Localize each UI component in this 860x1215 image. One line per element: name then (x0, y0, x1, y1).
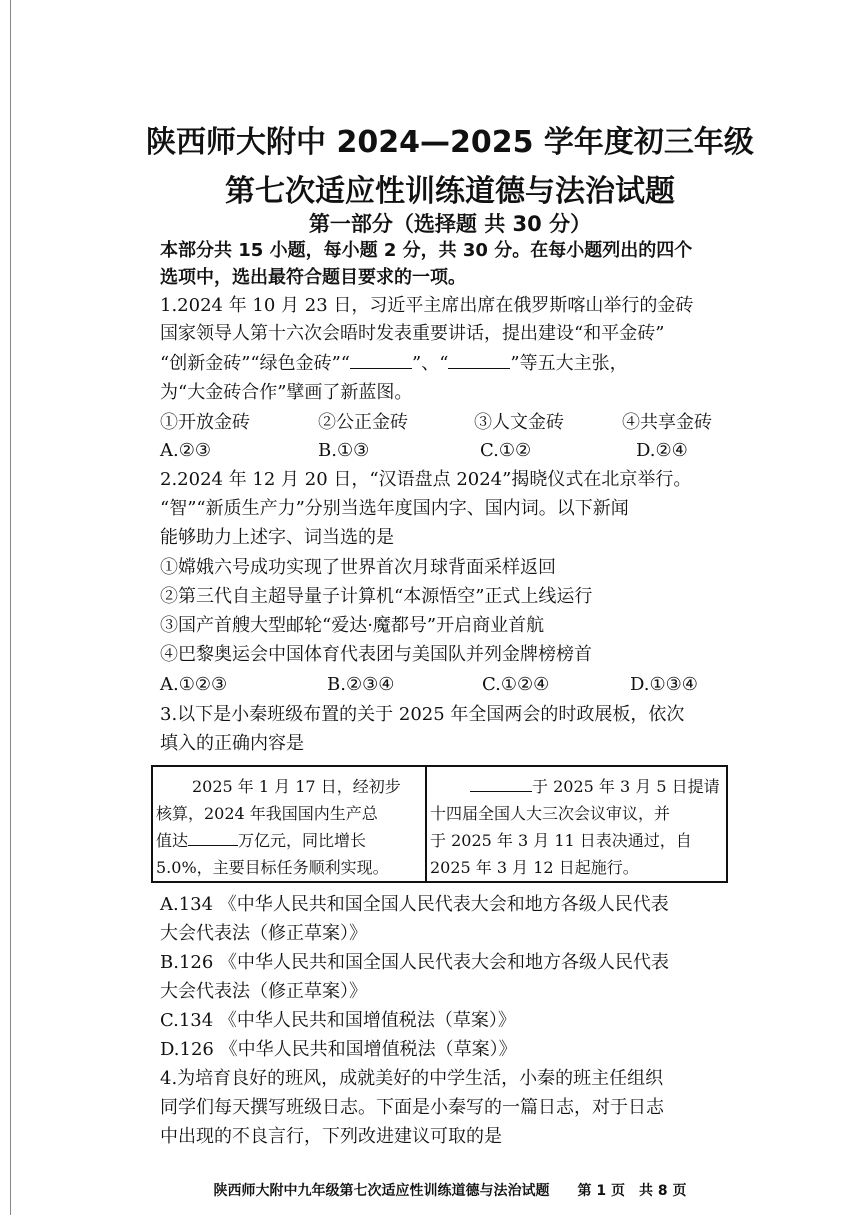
q1-choices (160, 439, 730, 463)
q2-choices (160, 673, 730, 697)
news-board-left-cell (153, 767, 427, 881)
q2-choice: B.②③④ (327, 674, 395, 695)
q4-stem-line: 4.为培育良好的班风，成就美好的中学生活，小秦的班主任组织 (160, 1068, 664, 1089)
gdp-blank (188, 829, 238, 846)
board-text: 2025 年 3 月 12 日起施行。 (430, 858, 639, 877)
q1-choice: C.①② (480, 440, 532, 461)
q1-choice: D.②④ (636, 440, 688, 461)
news-board-right-cell (427, 767, 726, 881)
q4-stem-line: 中出现的不良言行，下列改进建议可取的是 (160, 1126, 502, 1147)
exam-title-line2: 第七次适应性训练道德与法治试题 (225, 174, 675, 209)
q1-stem-text: ”等五大主张， (510, 353, 628, 374)
board-text (156, 827, 422, 854)
page-footer: 陕西师大附中九年级第七次适应性训练道德与法治试题 第 1 页 共 8 页 (213, 1183, 687, 1199)
board-text: 于 2025 年 3 月 11 日表决通过，自 (430, 831, 692, 850)
q3-option-line: C.134 《中华人民共和国增值税法（草案）》 (160, 1010, 516, 1031)
q3-option-line: D.126 《中华人民共和国增值税法（草案）》 (160, 1039, 517, 1060)
q1-stem-line: 1.2024 年 10 月 23 日，习近平主席出席在俄罗斯喀山举行的金砖 (160, 295, 694, 316)
board-text: 核算，2024 年我国国内生产总 (156, 804, 378, 823)
board-text-part: 万亿元，同比增长 (238, 831, 367, 850)
q2-choice: A.①②③ (160, 674, 228, 695)
board-text: 十四届全国人大三次会议审议，并 (430, 804, 671, 823)
q3-stem-line: 3.以下是小秦班级布置的关于 2025 年全国两会的时政展板，依次 (160, 704, 685, 725)
q4-stem-line: 同学们每天撰写班级日志。下面是小秦写的一篇日志，对于日志 (160, 1097, 664, 1118)
q3-stem-line: 填入的正确内容是 (160, 733, 304, 754)
q1-item: ③人文金砖 (474, 412, 564, 433)
q1-stem-line: 国家领导人第十六次会晤时发表重要讲话，提出建设“和平金砖” (160, 323, 665, 344)
q1-stem-text: “创新金砖”“绿色金砖”“ (160, 353, 351, 374)
instructions-line: 选项中，选出最符合题目要求的一项。 (160, 267, 466, 288)
q2-item: ③国产首艘大型邮轮“爱达·魔都号”开启商业首航 (160, 615, 545, 636)
q1-items (160, 411, 730, 435)
q1-stem-text: ”、“ (412, 353, 449, 374)
instructions-line: 本部分共 15 小题，每小题 2 分，共 30 分。在每小题列出的四个 (160, 240, 693, 261)
q3-option-line: A.134 《中华人民共和国全国人民代表大会和地方各级人民代表 (160, 894, 669, 915)
q1-stem-line: 为“大金砖合作”擘画了新蓝图。 (160, 382, 413, 403)
exam-title-line1: 陕西师大附中 2024—2025 学年度初三年级 (146, 125, 754, 160)
board-text-part: 值达 (156, 831, 189, 850)
board-text: 5.0%，主要目标任务顺利实现。 (156, 858, 389, 877)
q1-stem-line (160, 352, 628, 376)
q1-choice: A.②③ (160, 440, 211, 461)
board-text-part: 于 2025 年 3 月 5 日提请 (532, 777, 720, 796)
q3-option-line: B.126 《中华人民共和国全国人民代表大会和地方各级人民代表 (160, 952, 670, 973)
q1-choice: B.①③ (318, 440, 370, 461)
q1-item: ④共享金砖 (622, 412, 712, 433)
q2-item: ②第三代自主超导量子计算机“本源悟空”正式上线运行 (160, 586, 593, 607)
board-text: 2025 年 1 月 17 日，经初步 (192, 777, 401, 796)
law-blank (470, 775, 532, 792)
q3-option-line: 大会代表法（修正草案）》 (160, 981, 367, 1002)
q1-blank-1 (350, 352, 412, 369)
q2-choice: D.①③④ (630, 674, 698, 695)
q2-stem-line: 能够助力上述字、词当选的是 (160, 527, 394, 548)
news-board (151, 765, 728, 883)
q2-stem-line: “智”“新质生产力”分别当选年度国内字、国内词。以下新闻 (160, 498, 629, 519)
q2-item: ④巴黎奥运会中国体育代表团与美国队并列金牌榜榜首 (160, 644, 592, 665)
q1-item: ②公正金砖 (318, 412, 408, 433)
q2-choice: C.①②④ (482, 674, 550, 695)
q2-item: ①嫦娥六号成功实现了世界首次月球背面采样返回 (160, 557, 556, 578)
q2-stem-line: 2.2024 年 12 月 20 日，“汉语盘点 2024”揭晓仪式在北京举行。 (160, 469, 692, 490)
q3-option-line: 大会代表法（修正草案）》 (160, 923, 367, 944)
q1-item: ①开放金砖 (160, 412, 250, 433)
board-text (430, 773, 723, 800)
section-heading: 第一部分（选择题 共 30 分） (308, 212, 592, 236)
q1-blank-2 (448, 352, 510, 369)
